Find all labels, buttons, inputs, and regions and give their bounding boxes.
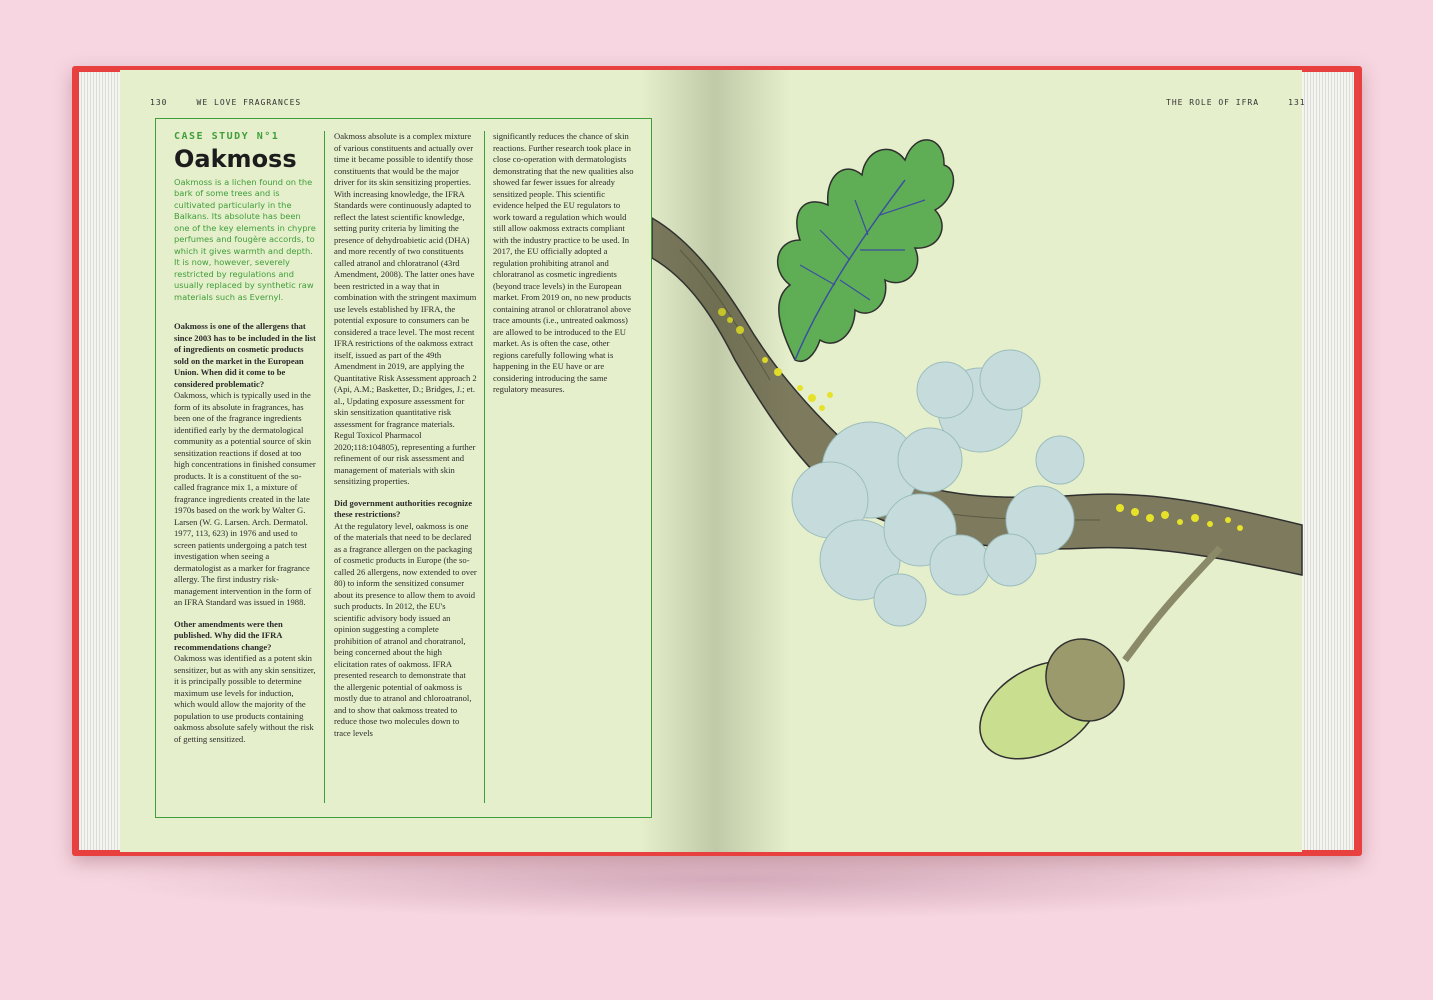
right-page-header (1166, 98, 1306, 107)
answer-1: Oakmoss, which is typically used in the form of its absolute in fragrances, has been one of the fragrance ingredients identified early by the dermatological community as a potential source of skin sensitization reactions if dosed at too high concentrations in finished consumer products. It is a constituent of the so-called fragrance mix 1, a mixture of fragrance ingredients created in the late 1970s based on the work by Walter G. Larsen (W. G. Larsen. Arch. Dermatol. 1977, 113, 623) in 1976 and used to screen patients undergoing a patch test investigation when seeing a dermatologist as a marker for fragrance allergy. The first industry risk-management intervention in the form of an IFRA Standard was issued in 1988. (174, 390, 316, 607)
case-study-title: Oakmoss (174, 144, 297, 173)
page-number-right: 131 (1288, 98, 1306, 107)
column-2 (334, 131, 477, 749)
case-study-lede: Oakmoss is a lichen found on the bark of some trees and is cultivated particularly in the Balkans. Its absolute has been one of the key elements in chypre perfumes and fougère accords, to which it gives warmth and depth. It is now, however, severely restricted by regulations and usually replaced by synthetic raw materials such as Evernyl. (174, 176, 316, 302)
book-gutter (640, 70, 790, 852)
column-3-paragraph: significantly reduces the chance of skin reactions. Further research took place in close co-operation with dermatologists demonstrating that the new qualities also showed far fewer issues for already sensitized people. This scientific evidence helped the EU regulators to work toward a regulation which would still allow oakmoss extracts compliant with the industry practice to be used. In 2017, the EU officially adopted a regulation prohibiting atranol and chloratranol as cosmetic ingredients (beyond trace levels) in the European market. From 2019 on, no new products containing atranol or chloratranol above trace amounts (i.e., untreated oakmoss) are allowed to be introduced to the EU market. As is often the case, other regions carefully following what is happening in the EU have or are considering introducing the same regulatory measures. (493, 131, 634, 394)
left-page-header (150, 98, 301, 107)
column-divider (324, 131, 325, 803)
column-3 (493, 131, 636, 406)
case-study-box (155, 118, 652, 818)
page-number-left: 130 (150, 98, 168, 107)
case-study-kicker: CASE STUDY N°1 (174, 131, 280, 142)
column-divider (484, 131, 485, 803)
lichen-icon (792, 350, 1084, 626)
running-title-left: WE LOVE FRAGRANCES (196, 98, 302, 107)
answer-2: Oakmoss was identified as a potent skin sensitizer, but as with any skin sensitizer, it is principally possible to determine maximum use levels for induction, which would allow the majority of the population to use products containing oakmoss absolute safely without the risk of getting sensitized. (174, 653, 316, 744)
question-2: Other amendments were then published. Why did the IFRA recommendations change? (174, 618, 283, 652)
answer-3: At the regulatory level, oakmoss is one of the materials that need to be declared as a fragrance allergen on the packaging of cosmetic products in Europe (the so-called 26 allergens, now extended to over 80) to inform the sensitized consumer about its presence to allow them to avoid such products. In 2012, the EU's scientific advisory body issued an opinion suggesting a complete prohibition of atranol and choratranol, being concerned about the high elicitation rates of oakmoss. IFRA presented research to demonstrate that the allergenic potential of oakmoss is mostly due to atranol and chloroatranol, and to show that oakmoss treated to reduce those two molecules down to trace levels (334, 520, 477, 738)
column-1 (174, 131, 316, 755)
question-3: Did government authorities recognize these restrictions? (334, 497, 473, 519)
question-1: Oakmoss is one of the allergens that since 2003 has to be included in the list of ingredients on cosmetic products sold on the market in the European Union. When did it come to be considered problematic? (174, 321, 316, 389)
column-2-paragraph: Oakmoss absolute is a complex mixture of various constituents and actually over time it became possible to identify those constituents that would be the major driver for its skin sensitizing properties. With increasing knowledge, the IFRA Standards were continuously adapted to reflect the latest scientific knowledge, setting purity criteria by limiting the presence of dehydroabietic acid (DHA) and more recently of two constituents called atranol and chloratranol (43rd Amendment, 2008). The latter ones have been restricted in a way that in combination with the stringent maximum use levels established by IFRA, the potential exposure to consumers can be considered a trace level. The most recent IFRA restrictions of the oakmoss extract itself, issued as part of the 49th Amendment in 2019, are applying the Quantitative Risk Assessment approach 2 (Api, A.M.; Basketter, D.; Bridges, J.; et. al., Updating exposure assessment for skin sensitization quantitative risk assessment for fragrance materials. Regul Toxicol Pharmacol 2020;118:104805), representing a further refinement of our risk assessment and management of materials with skin sensitizing properties. (334, 131, 477, 486)
running-title-right: THE ROLE OF IFRA (1166, 98, 1260, 107)
